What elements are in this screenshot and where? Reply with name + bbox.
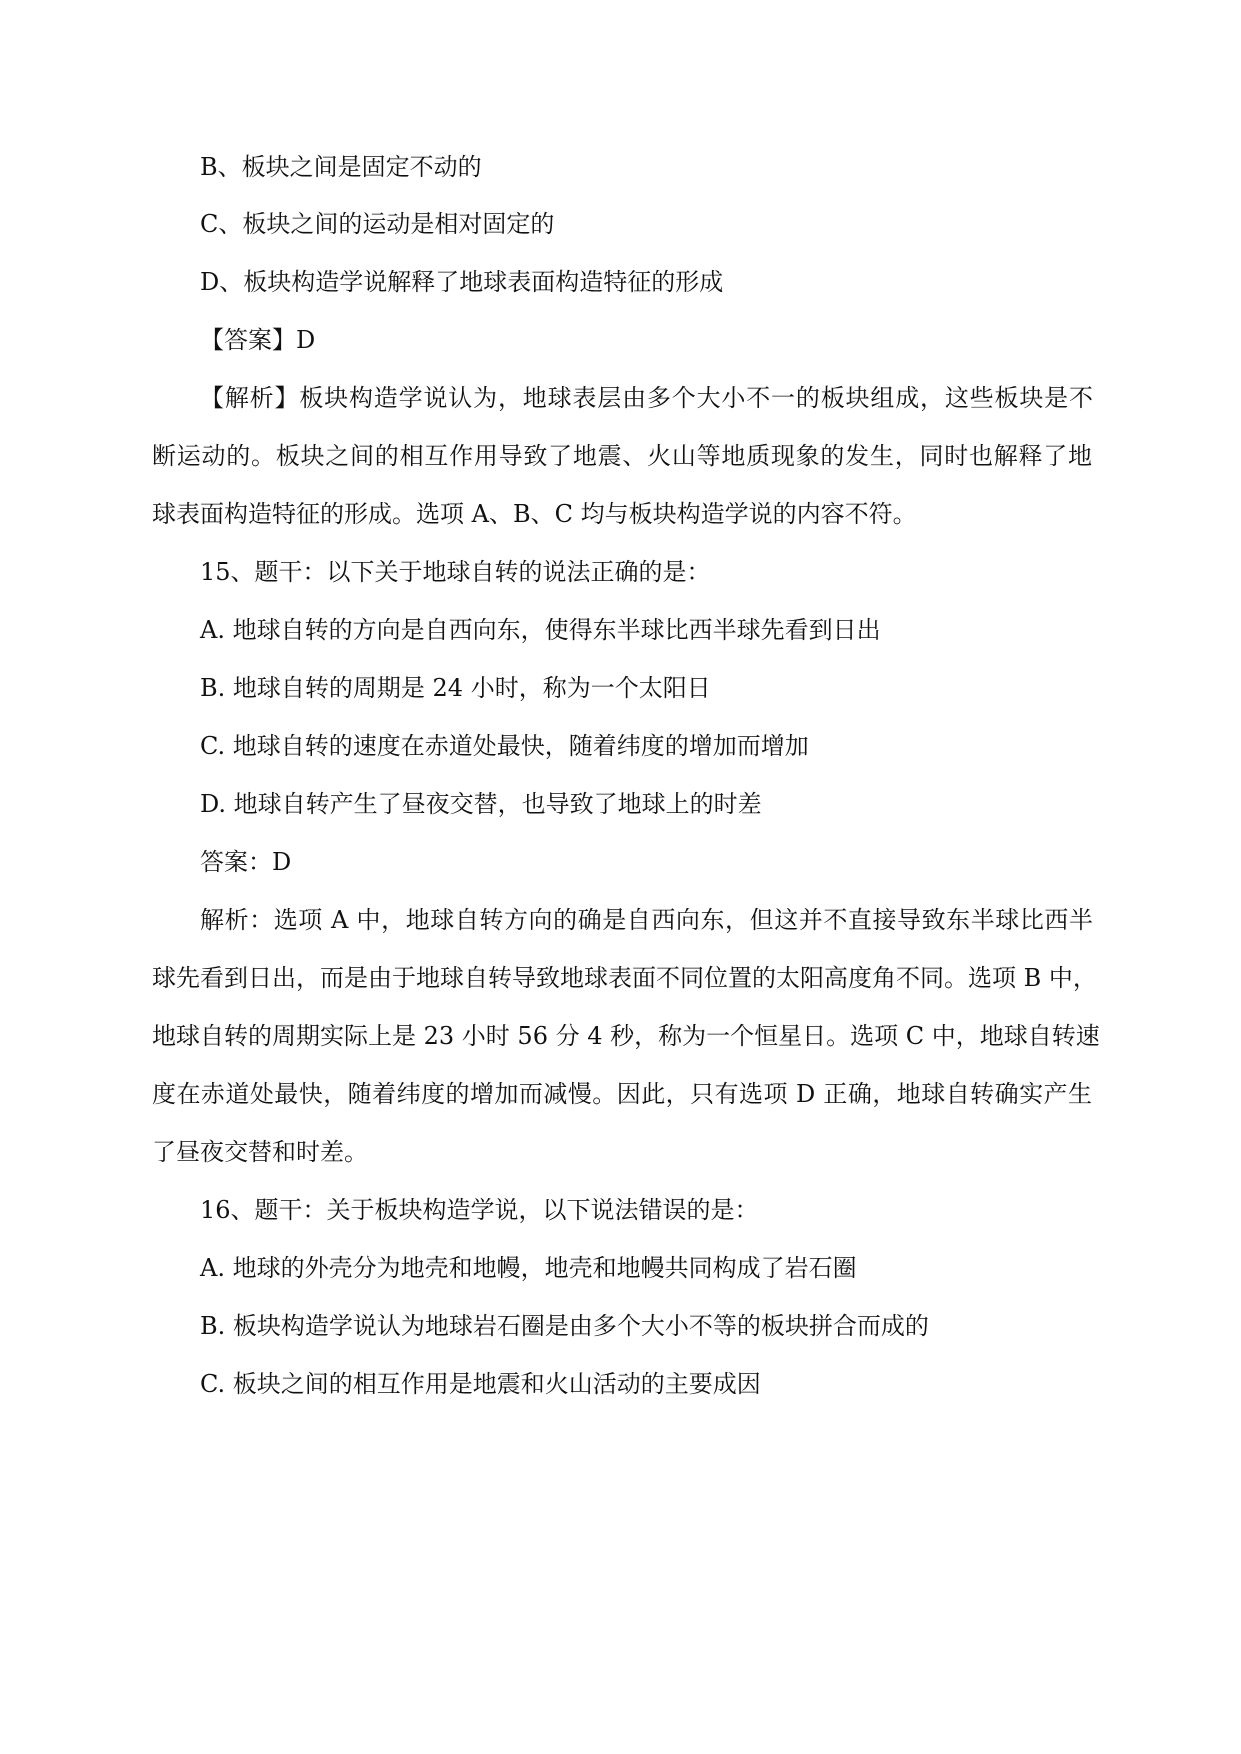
q15-analysis-line-5: 了昼夜交替和时差。 — [152, 1138, 368, 1166]
q16-stem: 16、题干：关于板块构造学说，以下说法错误的是： — [200, 1196, 759, 1224]
q15-option-c: C. 地球自转的速度在赤道处最快，随着纬度的增加而增加 — [200, 732, 809, 760]
q15-option-a: A. 地球自转的方向是自西向东，使得东半球比西半球先看到日出 — [200, 616, 881, 644]
q15-analysis-line-1: 解析：选项 A 中，地球自转方向的确是自西向东，但这并不直接导致东半球比西半 — [200, 906, 1093, 934]
q16-option-c: C. 板块之间的相互作用是地震和火山活动的主要成因 — [200, 1370, 761, 1398]
q15-analysis-line-2: 球先看到日出，而是由于地球自转导致地球表面不同位置的太阳高度角不同。选项 B 中， — [152, 964, 1097, 992]
q14-analysis-line-1: 【解析】板块构造学说认为，地球表层由多个大小不一的板块组成，这些板块是不 — [200, 384, 1093, 412]
q15-answer: 答案：D — [200, 848, 292, 876]
q15-stem: 15、题干：以下关于地球自转的说法正确的是： — [200, 558, 711, 586]
q15-option-d: D. 地球自转产生了昼夜交替，也导致了地球上的时差 — [200, 790, 762, 818]
q14-option-b: B、板块之间是固定不动的 — [200, 153, 482, 181]
q14-analysis-line-3: 球表面构造特征的形成。选项 A、B、C 均与板块构造学说的内容不符。 — [152, 500, 917, 528]
q14-option-c: C、板块之间的运动是相对固定的 — [200, 210, 555, 238]
q15-option-b: B. 地球自转的周期是 24 小时，称为一个太阳日 — [200, 674, 711, 702]
q16-option-a: A. 地球的外壳分为地壳和地幔，地壳和地幔共同构成了岩石圈 — [200, 1254, 857, 1282]
q14-answer: 【答案】D — [200, 326, 316, 354]
q15-analysis-line-4: 度在赤道处最快，随着纬度的增加而减慢。因此，只有选项 D 正确，地球自转确实产生 — [152, 1080, 1092, 1108]
q16-option-b: B. 板块构造学说认为地球岩石圈是由多个大小不等的板块拼合而成的 — [200, 1312, 929, 1340]
q14-analysis-line-2: 断运动的。板块之间的相互作用导致了地震、火山等地质现象的发生，同时也解释了地 — [152, 442, 1092, 470]
q15-analysis-line-3: 地球自转的周期实际上是 23 小时 56 分 4 秒，称为一个恒星日。选项 C 中，地球自转速 — [152, 1022, 1100, 1050]
q14-option-d: D、板块构造学说解释了地球表面构造特征的形成 — [200, 268, 724, 296]
